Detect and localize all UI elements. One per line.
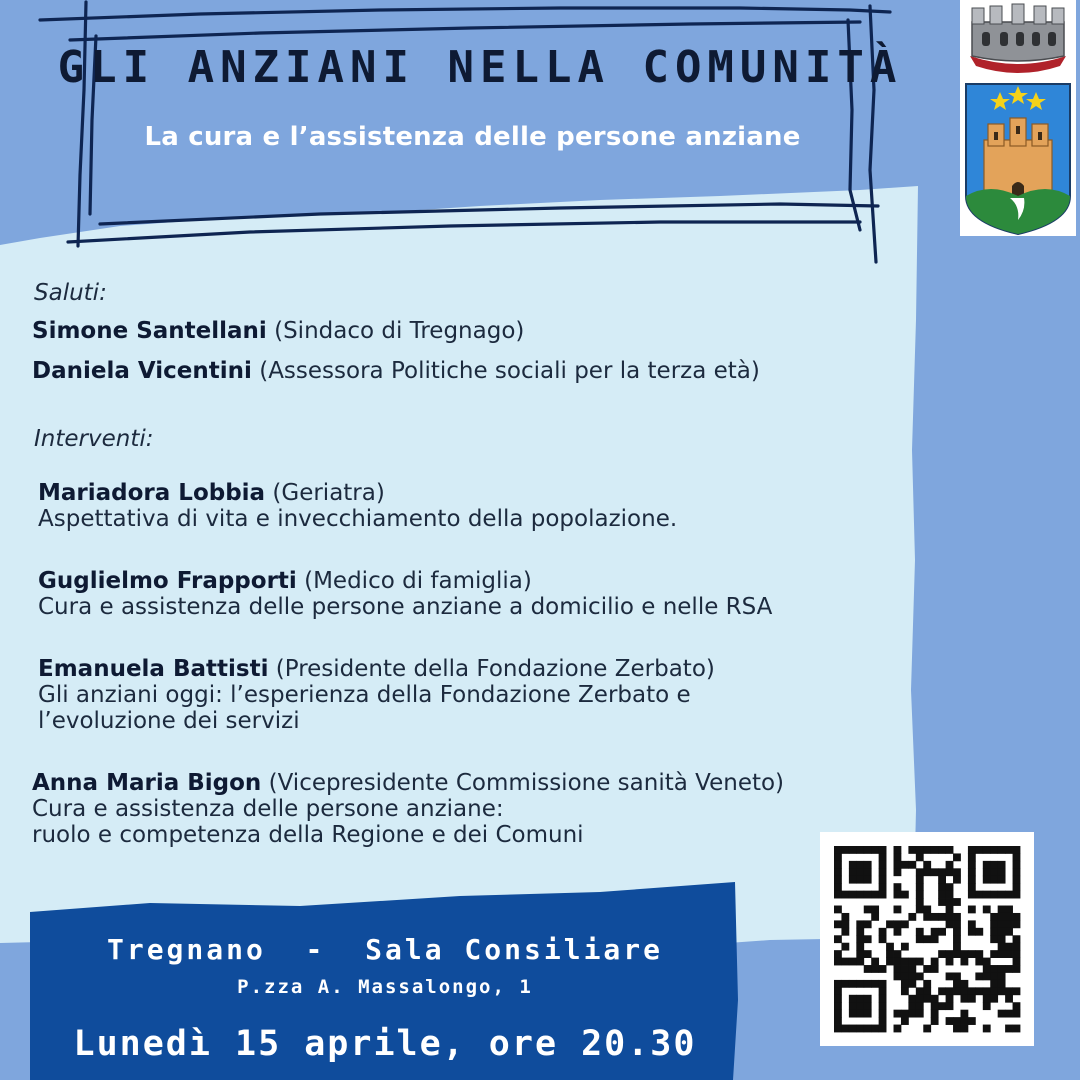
- talks-label: Interventi:: [34, 426, 154, 452]
- speaker-block: [38, 656, 715, 734]
- speaker-role: (Medico di famiglia): [304, 568, 532, 594]
- greeting-row: [32, 318, 524, 344]
- greeting-name: Daniela Vicentini: [32, 358, 252, 384]
- speaker-topic: Cura e assistenza delle persone anziane a domicilio e nelle RSA: [38, 594, 773, 620]
- speaker-topic: Gli anziani oggi: l’esperienza della Fondazione Zerbato e: [38, 682, 691, 708]
- speaker-role: (Vicepresidente Commissione sanità Veneto): [268, 770, 785, 796]
- greetings-label: Saluti:: [34, 280, 107, 306]
- event-subtitle: La cura e l’assistenza delle persone anziane: [144, 122, 801, 152]
- speaker-block: [38, 568, 772, 620]
- event-title: GLI ANZIANI NELLA COMUNITÀ: [57, 42, 903, 93]
- municipal-coat-of-arms-icon: [960, 0, 1076, 236]
- qr-code-icon[interactable]: [820, 832, 1034, 1046]
- crest-graphic: [960, 0, 1076, 236]
- speaker-name: Mariadora Lobbia: [38, 480, 266, 506]
- speaker-role: (Geriatra): [272, 480, 385, 506]
- speaker-topic: Cura e assistenza delle persone anziane:: [32, 796, 504, 822]
- qr-code-graphic: [820, 832, 1034, 1046]
- speaker-block: [38, 480, 677, 532]
- speaker-role: (Presidente della Fondazione Zerbato): [275, 656, 715, 682]
- speaker-topic: Aspettativa di vita e invecchiamento della popolazione.: [38, 506, 678, 532]
- greeting-row: [32, 358, 760, 384]
- greeting-role: (Assessora Politiche sociali per la terza età): [259, 358, 760, 384]
- venue: Tregnano - Sala Consiliare: [106, 933, 663, 966]
- speaker-topic: l’evoluzione dei servizi: [38, 708, 300, 734]
- greeting-role: (Sindaco di Tregnago): [274, 318, 525, 344]
- speaker-topic: ruolo e competenza della Regione e dei Comuni: [32, 822, 584, 848]
- speaker-name: Guglielmo Frapporti: [38, 568, 297, 594]
- event-date: Lunedì 15 aprile, ore 20.30: [73, 1024, 697, 1064]
- speaker-block: [32, 770, 784, 848]
- speaker-name: Emanuela Battisti: [38, 656, 269, 682]
- greeting-name: Simone Santellani: [32, 318, 267, 344]
- address: P.zza A. Massalongo, 1: [237, 976, 533, 998]
- speaker-name: Anna Maria Bigon: [32, 770, 262, 796]
